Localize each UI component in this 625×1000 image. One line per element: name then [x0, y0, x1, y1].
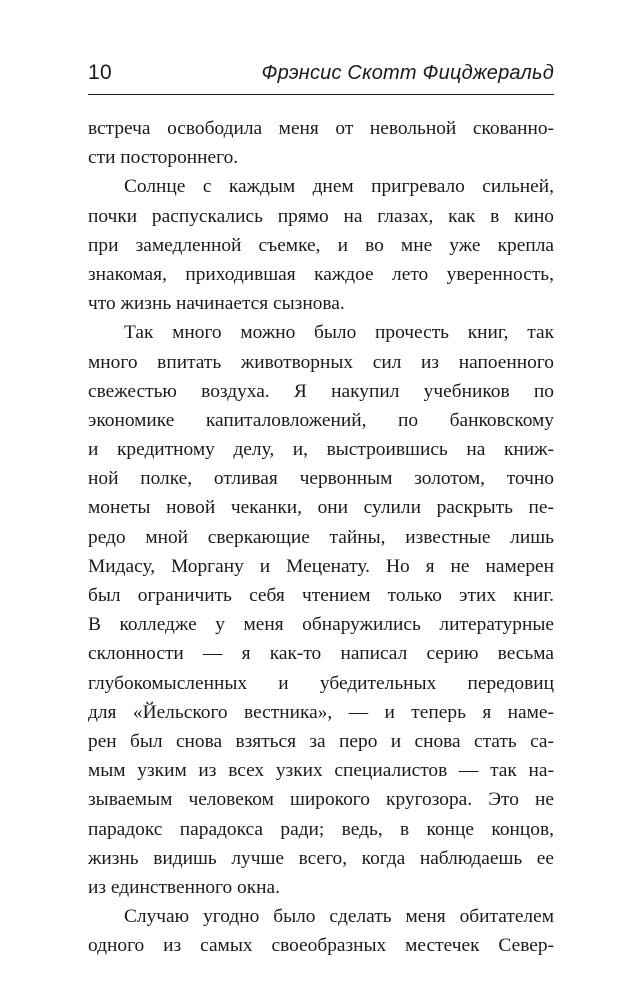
text-line: для «Йельского вестника», — и теперь я наме-	[88, 701, 554, 723]
text-line: Так много можно было прочесть книг, так	[124, 322, 554, 344]
text-line: почки распускались прямо на глазах, как в кино	[88, 205, 554, 227]
text-line: мым узким из всех узких специалистов — так на-	[88, 760, 554, 782]
text-line: склонности — я как-то написал серию весьма	[88, 643, 554, 665]
text-line: свежестью воздуха. Я накупил учебников по	[88, 380, 554, 402]
text-line: одного из самых своеобразных местечек Север-	[88, 935, 554, 957]
text-line: редо мной сверкающие тайны, известные лишь	[88, 526, 554, 548]
text-line: Солнце с каждым днем пригревало сильней,	[124, 176, 554, 198]
text-line: был ограничить себя чтением только этих книг.	[88, 585, 554, 606]
text-line: монеты новой чеканки, они сулили раскрыть пе-	[88, 497, 554, 519]
text-line: сти постороннего.	[88, 147, 239, 169]
page-number: 10	[88, 61, 112, 84]
text-line: при замедленной съемке, и во мне уже крепла	[88, 234, 554, 256]
text-line: Мидасу, Моргану и Меценату. Но я не намерен	[88, 555, 554, 577]
text-line: В колледже у меня обнаружились литературные	[88, 614, 554, 636]
running-header	[88, 58, 554, 95]
text-line: экономике капиталовложений, по банковскому	[88, 409, 554, 431]
text-line: и кредитному делу, и, выстроившись на книж-	[88, 439, 554, 461]
text-line: рен был снова взяться за перо и снова стать са-	[88, 730, 554, 752]
text-line: много впитать животворных сил из напоенного	[88, 351, 554, 373]
body-text	[88, 114, 554, 960]
text-line: глубокомысленных и убедительных передовиц	[88, 672, 554, 694]
text-line: встреча освободила меня от невольной скованно-	[88, 118, 554, 139]
text-line: что жизнь начинается сызнова.	[88, 293, 345, 315]
text-line: Случаю угодно было сделать меня обитателем	[124, 906, 554, 928]
text-line: зываемым человеком широкого кругозора. Это не	[88, 789, 554, 811]
running-head-author: Фрэнсис Скотт Фицджеральд	[261, 62, 554, 84]
text-line: знакомая, приходившая каждое лето уверенность,	[88, 263, 554, 285]
text-line: парадокс парадокса ради; ведь, в конце концов,	[88, 818, 554, 840]
text-line: жизнь видишь лучше всего, когда наблюдаешь ее	[88, 847, 554, 869]
text-line: ной полке, отливая червонным золотом, точно	[88, 468, 554, 490]
text-line: из единственного окна.	[88, 876, 280, 898]
